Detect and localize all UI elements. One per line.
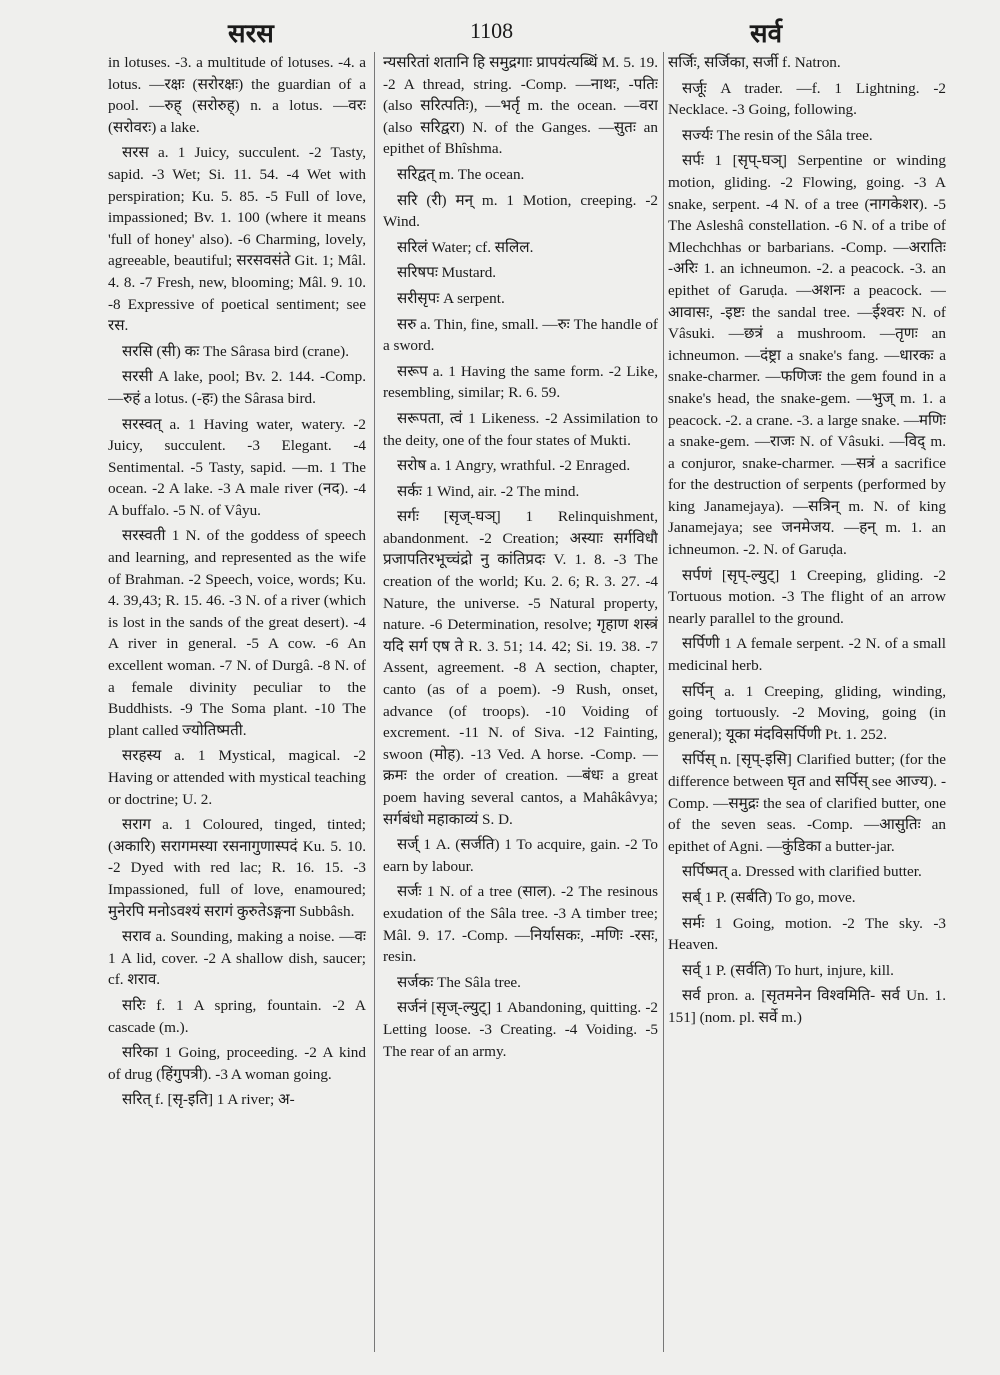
dictionary-entry: सर्जनं [सृज्-ल्युट्] 1 Abandoning, quitting. -2 Letting loose. -3 Creating. -4 Voiding. -5 The rear of an army.	[383, 999, 658, 1060]
dictionary-entry: सर्कः 1 Wind, air. -2 The mind.	[397, 482, 580, 500]
dictionary-entry: सर्पः 1 [सृप्-घञ्] Serpentine or winding motion, gliding. -2 Flowing, going. -3 A snake, serpent. -4 N. of a tree (नागकेशर). -5 The Asleshâ constellation. -6 N. of a tribe of Mlechchhas or barbarians. -Comp. —अरातिः -अरिः 1. an ichneumon. -2. a peacock. -3. an epithet of Garuḍa. —अशनः a peacock. —आवासः, -इष्टः the sandal tree. —ईश्वरः N. of Vâsuki. —छत्रं a mushroom. —तृणः an ichneumon. —दंष्ट्रा a snake's fang. —धारकः a snake-charmer. —फणिजः the gem found in a snake's head, the snake-gem. —भुज् m. 1. a peacock. -2. a crane. -3. a large snake. —मणिः a snake-gem. —राजः N. of Vâsuki. —विद् m. a conjuror, snake-charmer. —सत्रं a sacrifice for the destruction of serpents (performed by king Janamejaya). —सत्रिन् m. N. of king Janamejaya; see जनमेजय. —हन् m. 1. an ichneumon. -2. N. of Garuḍa.	[668, 152, 946, 559]
dictionary-entry: सर्जः 1 N. of a tree (साल). -2 The resinous exudation of the Sâla tree. -3 A timber tree; Mâl. 9. 17. -Comp. —निर्यासकः, -मणिः -रसः, resin.	[383, 883, 658, 966]
dictionary-entry: सरस्वत् a. 1 Having water, watery. -2 Juicy, succulent. -3 Elegant. -4 Sentimental. -5 Tasty, sapid. —m. 1 The ocean. -2 A lake. -3 A male river (नद). -4 A buffalo. -5 N. of Vâyu.	[108, 415, 366, 519]
dictionary-entry: सर्पिस् n. [सृप्-इसि] Clarified butter; (for the difference between घृत and सर्पिस् see आज्य). -Comp. —समुद्रः the sea of clarified butter, one of the seven seas. -Comp. —आसुतिः an epithet of Agni. —कुंडिका a butter-jar.	[668, 751, 946, 855]
dictionary-entry: सरहस्य a. 1 Mystical, magical. -2 Having or attended with mystical teaching or doctrine; U. 2.	[108, 747, 366, 808]
dictionary-entry: सर्पिन् a. 1 Creeping, gliding, winding, going tortuously. -2 Moving, going (in general); यूका मंदविसर्पिणी Pt. 1. 252.	[668, 682, 946, 743]
dictionary-entry: सर्व् 1 P. (सर्वति) To hurt, injure, kill.	[682, 961, 894, 979]
dictionary-entry: सर्गः [सृज्-घञ्] 1 Relinquishment, abandonment. -2 Creation; अस्याः सर्गविधौ प्रजापतिरभूच्चंद्रो नु कांतिप्रदः V. 1. 8. -3 The creation of the world; Ku. 2. 6; R. 3. 27. -4 Nature, the universe. -5 Natural property, nature. -6 Determination, resolve; गृहाण शस्त्रं यदि सर्ग एष ते R. 3. 51; 14. 42; Si. 19. 38. -7 Assent, agreement. -8 A section, chapter, canto (as of a poem). -9 Rush, onset, advance (of troops). -10 Voiding of excrement. -11 N. of Siva. -12 Fainting, swoon (मोह). -13 Ved. A horse. -Comp. —क्रमः the order of creation. —बंधः a great poem having several cantos, a Mahâkâvya; सर्गबंधो महाकाव्यं S. D.	[383, 508, 658, 828]
dictionary-entry: सर्मः 1 Going, motion. -2 The sky. -3 Heaven.	[668, 914, 946, 954]
dictionary-entry: सरिद्वत् m. The ocean.	[397, 165, 525, 183]
dictionary-entry: सर्पिणी 1 A female serpent. -2 N. of a small medicinal herb.	[668, 635, 946, 675]
left-guide-word: सरस	[228, 19, 274, 49]
dictionary-entry: सरि (री) मन् m. 1 Motion, creeping. -2 Wind.	[383, 191, 658, 231]
dictionary-entry: सरस a. 1 Juicy, succulent. -2 Tasty, sapid. -3 Wet; Si. 11. 54. -4 Wet with perspiration; Ku. 5. 85. -5 Full of love, impassioned; Bv. 1. 100 (where it means 'full of honey' also). -6 Charming, lovely, agreeable, beautiful; सरसवसंते Git. 1; Mâl. 4. 8. -7 Fresh, new, blooming; Mâl. 9. 10. -8 Expressive of poetical sentiment; see रस.	[108, 144, 366, 335]
dictionary-entry: सरूप a. 1 Having the same form. -2 Like, resembling, similar; R. 6. 59.	[383, 362, 658, 402]
column-left	[108, 52, 366, 1362]
dictionary-entry: सर्ब् 1 P. (सर्बति) To go, move.	[682, 888, 856, 906]
dictionary-entry: सरिषपः Mustard.	[397, 264, 497, 282]
dictionary-entry: सर्पणं [सृप्-ल्युट्] 1 Creeping, gliding. -2 Tortuous motion. -3 The flight of an arrow nearly parallel to the ground.	[668, 566, 946, 627]
dictionary-entry: सरु a. Thin, fine, small. —रुः The handle of a sword.	[383, 315, 658, 355]
page-header	[0, 10, 1000, 50]
dictionary-entry: सर्ज्यः The resin of the Sâla tree.	[682, 126, 873, 144]
dictionary-entry: सर्व pron. a. [सृतमनेन विश्वमिति- सर्व Un. 1. 151] (nom. pl. सर्वे m.)	[668, 987, 946, 1026]
dictionary-entry: सरिः f. 1 A spring, fountain. -2 A cascade (m.).	[108, 996, 366, 1036]
dictionary-entry: in lotuses. -3. a multitude of lotuses. -4. a lotus. —रक्षः (सरोरक्षः) the guardian of a pool. —रुह् (सरोरुह्) n. a lotus. —वरः (सरोवरः) a lake.	[108, 54, 366, 136]
dictionary-entry: सरूपता, त्वं 1 Likeness. -2 Assimilation to the deity, one of the four states of Mukti.	[383, 409, 658, 449]
page-number: 1108	[470, 18, 514, 43]
dictionary-entry: सरसि (सी) कः The Sârasa bird (crane).	[122, 342, 350, 360]
column-right	[668, 52, 946, 1362]
dictionary-entry: सरस्वती 1 N. of the goddess of speech and learning, and represented as the wife of Brahman. -2 Speech, voice, words; Ku. 4. 39,43; R. 15. 46. -3 N. of a river (which is lost in the sands of the great desert). -4 A river in general. -5 A cow. -6 An excellent woman. -7 N. of Durgâ. -8 N. of a female divinity peculiar to the Buddhists. -9 The Soma plant. -10 The plant called ज्योतिष्मती.	[108, 527, 366, 739]
dictionary-entry: सर्पिष्मत् a. Dressed with clarified butter.	[682, 863, 922, 881]
dictionary-entry: सर्जकः The Sâla tree.	[397, 973, 521, 991]
dictionary-entry: सरिलं Water; cf. सलिल.	[397, 238, 534, 256]
dictionary-entry: सरित् f. [सृ-इति] 1 A river; अ-	[122, 1091, 295, 1109]
column-divider	[663, 52, 664, 1352]
dictionary-entry: सर्जिः, सर्जिका, सर्जी f. Natron.	[668, 54, 841, 71]
dictionary-entry: सराव a. Sounding, making a noise. —वः 1 A lid, cover. -2 A shallow dish, saucer; cf. शराव.	[108, 928, 366, 989]
dictionary-entry: सरिका 1 Going, proceeding. -2 A kind of drug (हिंगुपत्री). -3 A woman going.	[108, 1044, 366, 1083]
dictionary-entry: न्यसरितां शतानि हि समुद्रगाः प्रापयंत्यब्धिं M. 5. 19. -2 A thread, string. -Comp. —नाथः, -पतिः (also सरित्पतिः), —भर्तृ m. the ocean. —वरा (also सरिद्वरा) N. of the Ganges. —सुतः an epithet of Bhîshma.	[383, 54, 658, 158]
right-guide-word: सर्व	[750, 19, 783, 49]
dictionary-entry: सरीसृपः A serpent.	[397, 289, 505, 307]
column-divider	[374, 52, 375, 1352]
dictionary-entry: सरसी A lake, pool; Bv. 2. 144. -Comp. —रुहं a lotus. (-हः) the Sârasa bird.	[108, 368, 366, 407]
dictionary-entry: सर्ज् 1 A. (सर्जति) 1 To acquire, gain. -2 To earn by labour.	[383, 836, 658, 875]
dictionary-entry: सराग a. 1 Coloured, tinged, tinted; (अकारि) सरागमस्या रसनागुणास्पदं Ku. 5. 10. -2 Dyed with red lac; R. 16. 15. -3 Impassioned, full of love, enamoured; मुनेरपि मनोऽवश्यं सरागं कुरुतेऽङ्गना Subbâsh.	[108, 816, 366, 920]
dictionary-entry: सरोष a. 1 Angry, wrathful. -2 Enraged.	[397, 457, 631, 475]
dictionary-entry: सर्जूः A trader. —f. 1 Lightning. -2 Necklace. -3 Going, following.	[668, 79, 946, 119]
column-middle	[383, 52, 658, 1362]
